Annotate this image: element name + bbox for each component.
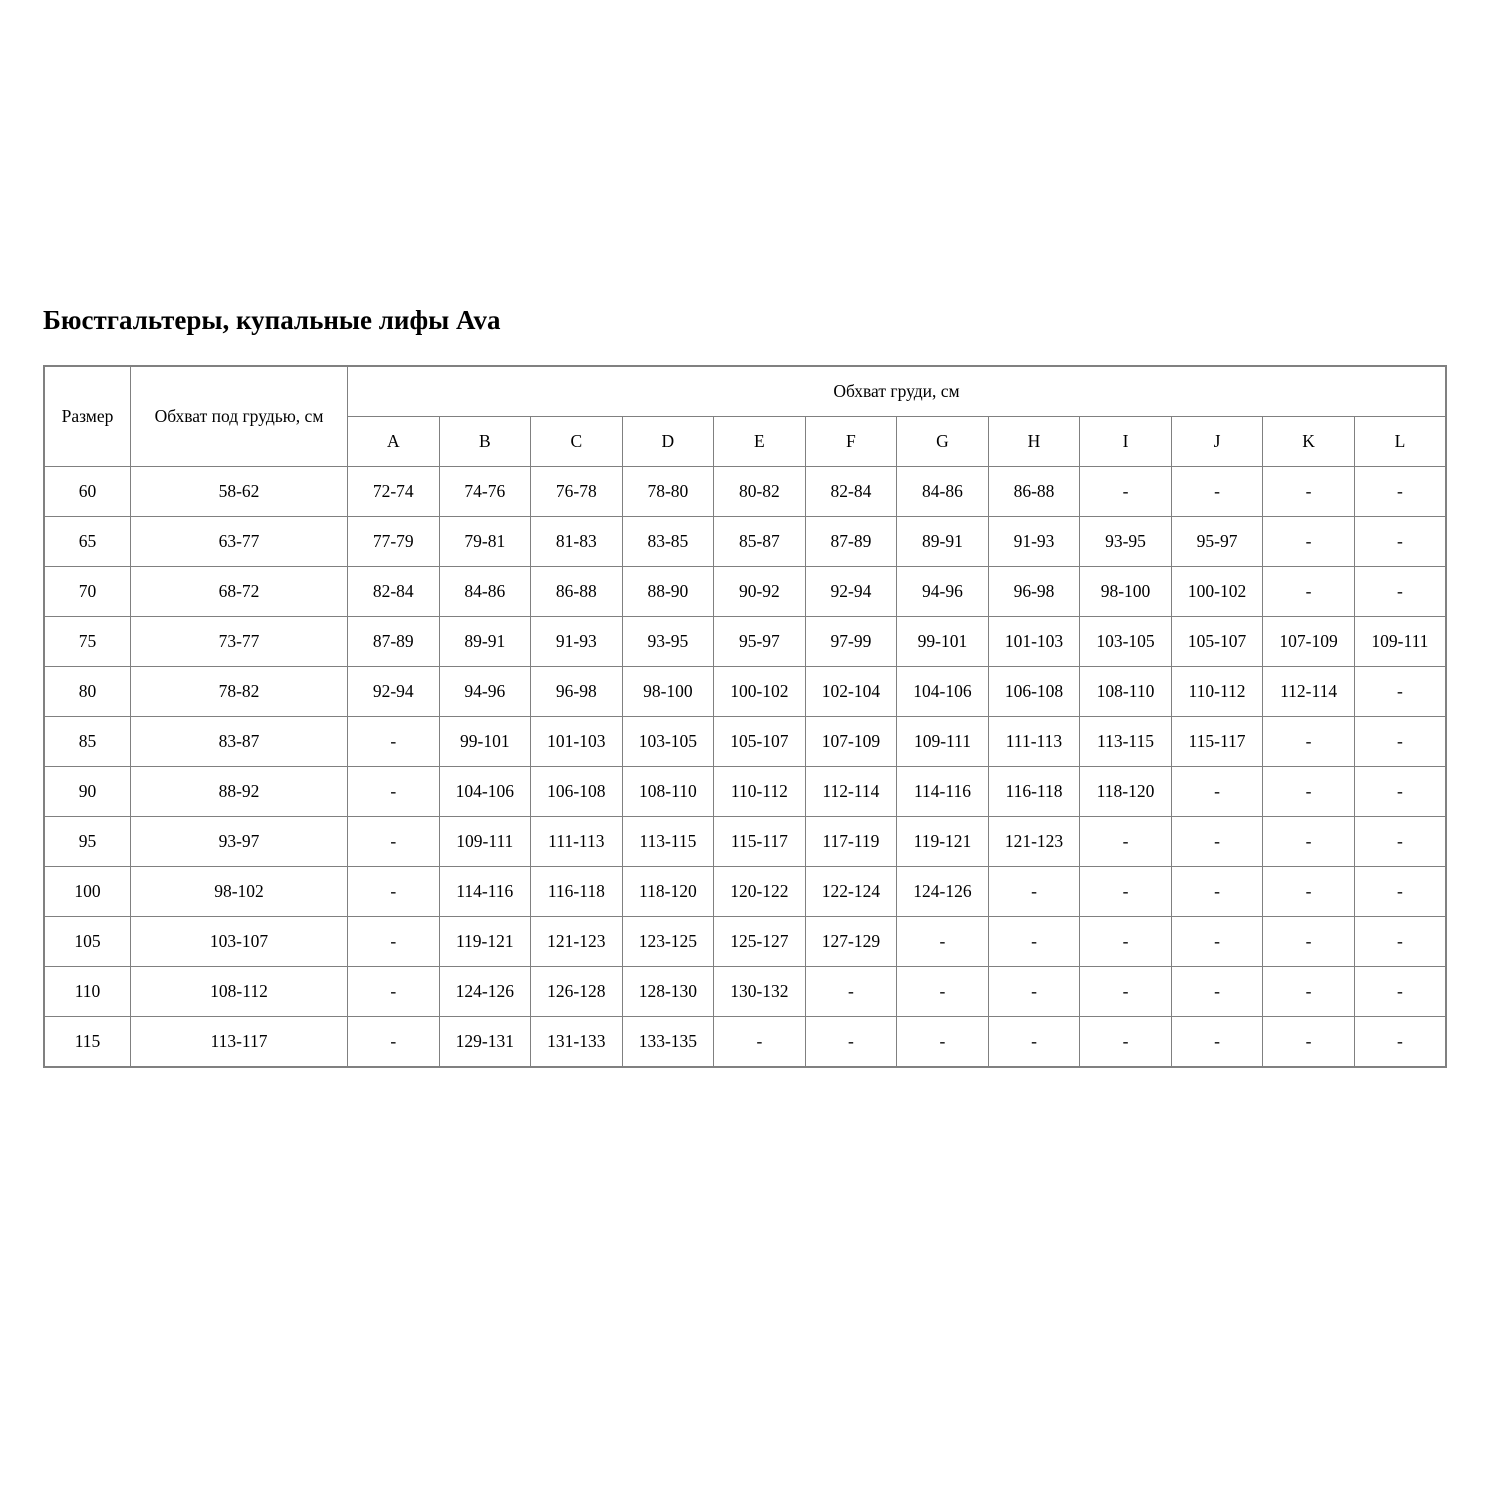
size-cell: 90 [44, 767, 131, 817]
cup-cell: 103-105 [1080, 617, 1172, 667]
cup-cell: 72-74 [348, 467, 440, 517]
cup-cell: - [988, 1017, 1080, 1068]
cup-cell: - [988, 867, 1080, 917]
cup-cell: 101-103 [531, 717, 623, 767]
header-cup-B: B [439, 417, 531, 467]
cup-cell: - [1354, 767, 1446, 817]
cup-cell: 87-89 [348, 617, 440, 667]
header-cup-A: A [348, 417, 440, 467]
cup-cell: - [348, 917, 440, 967]
table-row [44, 767, 1446, 817]
cup-cell: 104-106 [897, 667, 989, 717]
cup-cell: - [1080, 917, 1172, 967]
cup-cell: 124-126 [439, 967, 531, 1017]
underbust-cell: 113-117 [131, 1017, 348, 1068]
cup-cell: 130-132 [714, 967, 806, 1017]
cup-cell: 79-81 [439, 517, 531, 567]
cup-cell: - [1354, 717, 1446, 767]
cup-cell: - [1263, 717, 1355, 767]
cup-cell: 77-79 [348, 517, 440, 567]
cup-cell: 114-116 [439, 867, 531, 917]
cup-cell: 115-117 [1171, 717, 1263, 767]
cup-cell: - [805, 1017, 897, 1068]
underbust-cell: 58-62 [131, 467, 348, 517]
header-cup-D: D [622, 417, 714, 467]
cup-cell: - [1171, 917, 1263, 967]
cup-cell: - [1354, 667, 1446, 717]
cup-cell: 118-120 [1080, 767, 1172, 817]
size-cell: 60 [44, 467, 131, 517]
cup-cell: - [988, 917, 1080, 967]
cup-cell: 110-112 [714, 767, 806, 817]
cup-cell: 109-111 [897, 717, 989, 767]
cup-cell: 129-131 [439, 1017, 531, 1068]
cup-cell: 113-115 [1080, 717, 1172, 767]
cup-cell: 87-89 [805, 517, 897, 567]
table-row [44, 467, 1446, 517]
underbust-cell: 108-112 [131, 967, 348, 1017]
cup-cell: 105-107 [1171, 617, 1263, 667]
cup-cell: - [1354, 467, 1446, 517]
size-cell: 75 [44, 617, 131, 667]
cup-cell: 108-110 [1080, 667, 1172, 717]
cup-cell: - [1263, 817, 1355, 867]
cup-cell: - [1263, 767, 1355, 817]
size-table [43, 365, 1447, 1068]
cup-cell: 105-107 [714, 717, 806, 767]
cup-cell: - [1354, 1017, 1446, 1068]
cup-cell: 78-80 [622, 467, 714, 517]
cup-cell: 84-86 [439, 567, 531, 617]
table-row [44, 667, 1446, 717]
cup-cell: 86-88 [988, 467, 1080, 517]
cup-cell: - [348, 717, 440, 767]
cup-cell: 128-130 [622, 967, 714, 1017]
table-row [44, 517, 1446, 567]
cup-cell: 83-85 [622, 517, 714, 567]
cup-cell: - [348, 1017, 440, 1068]
cup-cell: 114-116 [897, 767, 989, 817]
cup-cell: 119-121 [897, 817, 989, 867]
cup-cell: 121-123 [988, 817, 1080, 867]
size-cell: 85 [44, 717, 131, 767]
cup-cell: - [1354, 867, 1446, 917]
size-cell: 70 [44, 567, 131, 617]
cup-cell: 99-101 [897, 617, 989, 667]
cup-cell: - [348, 767, 440, 817]
cup-cell: - [1354, 917, 1446, 967]
underbust-cell: 98-102 [131, 867, 348, 917]
header-cup-H: H [988, 417, 1080, 467]
cup-cell: 115-117 [714, 817, 806, 867]
table-row [44, 917, 1446, 967]
cup-cell: 91-93 [988, 517, 1080, 567]
underbust-cell: 68-72 [131, 567, 348, 617]
cup-cell: 95-97 [714, 617, 806, 667]
size-cell: 80 [44, 667, 131, 717]
cup-cell: 111-113 [988, 717, 1080, 767]
cup-cell: - [1263, 917, 1355, 967]
cup-cell: 109-111 [1354, 617, 1446, 667]
underbust-cell: 93-97 [131, 817, 348, 867]
cup-cell: 123-125 [622, 917, 714, 967]
cup-cell: 93-95 [622, 617, 714, 667]
size-cell: 100 [44, 867, 131, 917]
cup-cell: - [1080, 467, 1172, 517]
cup-cell: - [348, 867, 440, 917]
table-row [44, 1017, 1446, 1068]
cup-cell: - [1263, 567, 1355, 617]
cup-cell: 94-96 [897, 567, 989, 617]
size-cell: 110 [44, 967, 131, 1017]
cup-cell: 118-120 [622, 867, 714, 917]
size-cell: 65 [44, 517, 131, 567]
cup-cell: - [1080, 867, 1172, 917]
header-underbust: Обхват под грудью, см [131, 366, 348, 467]
underbust-cell: 78-82 [131, 667, 348, 717]
cup-cell: 74-76 [439, 467, 531, 517]
cup-cell: 92-94 [805, 567, 897, 617]
cup-cell: 98-100 [622, 667, 714, 717]
cup-cell: - [1080, 817, 1172, 867]
cup-cell: 82-84 [348, 567, 440, 617]
cup-cell: - [897, 967, 989, 1017]
cup-cell: - [1171, 1017, 1263, 1068]
header-cup-L: L [1354, 417, 1446, 467]
cup-cell: - [1354, 517, 1446, 567]
cup-cell: 127-129 [805, 917, 897, 967]
cup-cell: 106-108 [531, 767, 623, 817]
table-row [44, 567, 1446, 617]
cup-cell: 88-90 [622, 567, 714, 617]
table-header [44, 366, 1446, 467]
cup-cell: 93-95 [1080, 517, 1172, 567]
table-body [44, 467, 1446, 1068]
cup-cell: 111-113 [531, 817, 623, 867]
cup-cell: - [1080, 1017, 1172, 1068]
cup-cell: 76-78 [531, 467, 623, 517]
cup-cell: - [1354, 967, 1446, 1017]
cup-cell: 89-91 [439, 617, 531, 667]
cup-cell: - [348, 817, 440, 867]
cup-cell: 104-106 [439, 767, 531, 817]
cup-cell: 96-98 [988, 567, 1080, 617]
cup-cell: 122-124 [805, 867, 897, 917]
cup-cell: 131-133 [531, 1017, 623, 1068]
header-row-top [44, 366, 1446, 417]
table-row [44, 867, 1446, 917]
table-row [44, 717, 1446, 767]
cup-cell: - [1080, 967, 1172, 1017]
cup-cell: 85-87 [714, 517, 806, 567]
cup-cell: - [1263, 517, 1355, 567]
underbust-cell: 88-92 [131, 767, 348, 817]
cup-cell: - [1354, 567, 1446, 617]
cup-cell: 113-115 [622, 817, 714, 867]
cup-cell: 119-121 [439, 917, 531, 967]
cup-cell: - [1171, 967, 1263, 1017]
cup-cell: 126-128 [531, 967, 623, 1017]
cup-cell: 96-98 [531, 667, 623, 717]
page-title: Бюстгальтеры, купальные лифы Ava [43, 305, 501, 335]
cup-cell: - [1171, 767, 1263, 817]
size-cell: 105 [44, 917, 131, 967]
cup-cell: - [348, 967, 440, 1017]
header-size: Размер [44, 366, 131, 467]
cup-cell: 117-119 [805, 817, 897, 867]
cup-cell: 102-104 [805, 667, 897, 717]
underbust-cell: 83-87 [131, 717, 348, 767]
cup-cell: - [1354, 817, 1446, 867]
cup-cell: - [897, 917, 989, 967]
cup-cell: 107-109 [1263, 617, 1355, 667]
cup-cell: 100-102 [714, 667, 806, 717]
cup-cell: - [1171, 867, 1263, 917]
cup-cell: 84-86 [897, 467, 989, 517]
cup-cell: 98-100 [1080, 567, 1172, 617]
cup-cell: 91-93 [531, 617, 623, 667]
cup-cell: - [897, 1017, 989, 1068]
cup-cell: 125-127 [714, 917, 806, 967]
cup-cell: 81-83 [531, 517, 623, 567]
cup-cell: 107-109 [805, 717, 897, 767]
cup-cell: 90-92 [714, 567, 806, 617]
cup-cell: 106-108 [988, 667, 1080, 717]
cup-cell: 120-122 [714, 867, 806, 917]
header-cup-J: J [1171, 417, 1263, 467]
header-cup-I: I [1080, 417, 1172, 467]
table-row [44, 617, 1446, 667]
header-cup-C: C [531, 417, 623, 467]
cup-cell: 121-123 [531, 917, 623, 967]
header-cup-G: G [897, 417, 989, 467]
table-row [44, 817, 1446, 867]
cup-cell: 101-103 [988, 617, 1080, 667]
underbust-cell: 63-77 [131, 517, 348, 567]
cup-cell: 108-110 [622, 767, 714, 817]
cup-cell: 103-105 [622, 717, 714, 767]
cup-cell: 92-94 [348, 667, 440, 717]
cup-cell: 110-112 [1171, 667, 1263, 717]
cup-cell: 116-118 [531, 867, 623, 917]
cup-cell: 80-82 [714, 467, 806, 517]
header-bust-group: Обхват груди, см [348, 366, 1447, 417]
header-cup-E: E [714, 417, 806, 467]
cup-cell: - [1263, 867, 1355, 917]
cup-cell: - [805, 967, 897, 1017]
cup-cell: 86-88 [531, 567, 623, 617]
header-cup-K: K [1263, 417, 1355, 467]
cup-cell: - [714, 1017, 806, 1068]
cup-cell: - [988, 967, 1080, 1017]
cup-cell: 109-111 [439, 817, 531, 867]
cup-cell: - [1263, 967, 1355, 1017]
cup-cell: 100-102 [1171, 567, 1263, 617]
cup-cell: 99-101 [439, 717, 531, 767]
cup-cell: 116-118 [988, 767, 1080, 817]
cup-cell: 133-135 [622, 1017, 714, 1068]
cup-cell: - [1263, 1017, 1355, 1068]
cup-cell: 94-96 [439, 667, 531, 717]
header-cup-F: F [805, 417, 897, 467]
cup-cell: 124-126 [897, 867, 989, 917]
cup-cell: 82-84 [805, 467, 897, 517]
underbust-cell: 73-77 [131, 617, 348, 667]
table-row [44, 967, 1446, 1017]
cup-cell: 89-91 [897, 517, 989, 567]
size-cell: 95 [44, 817, 131, 867]
size-cell: 115 [44, 1017, 131, 1068]
cup-cell: - [1171, 467, 1263, 517]
cup-cell: 112-114 [805, 767, 897, 817]
cup-cell: 112-114 [1263, 667, 1355, 717]
underbust-cell: 103-107 [131, 917, 348, 967]
cup-cell: 97-99 [805, 617, 897, 667]
cup-cell: - [1171, 817, 1263, 867]
cup-cell: 95-97 [1171, 517, 1263, 567]
cup-cell: - [1263, 467, 1355, 517]
